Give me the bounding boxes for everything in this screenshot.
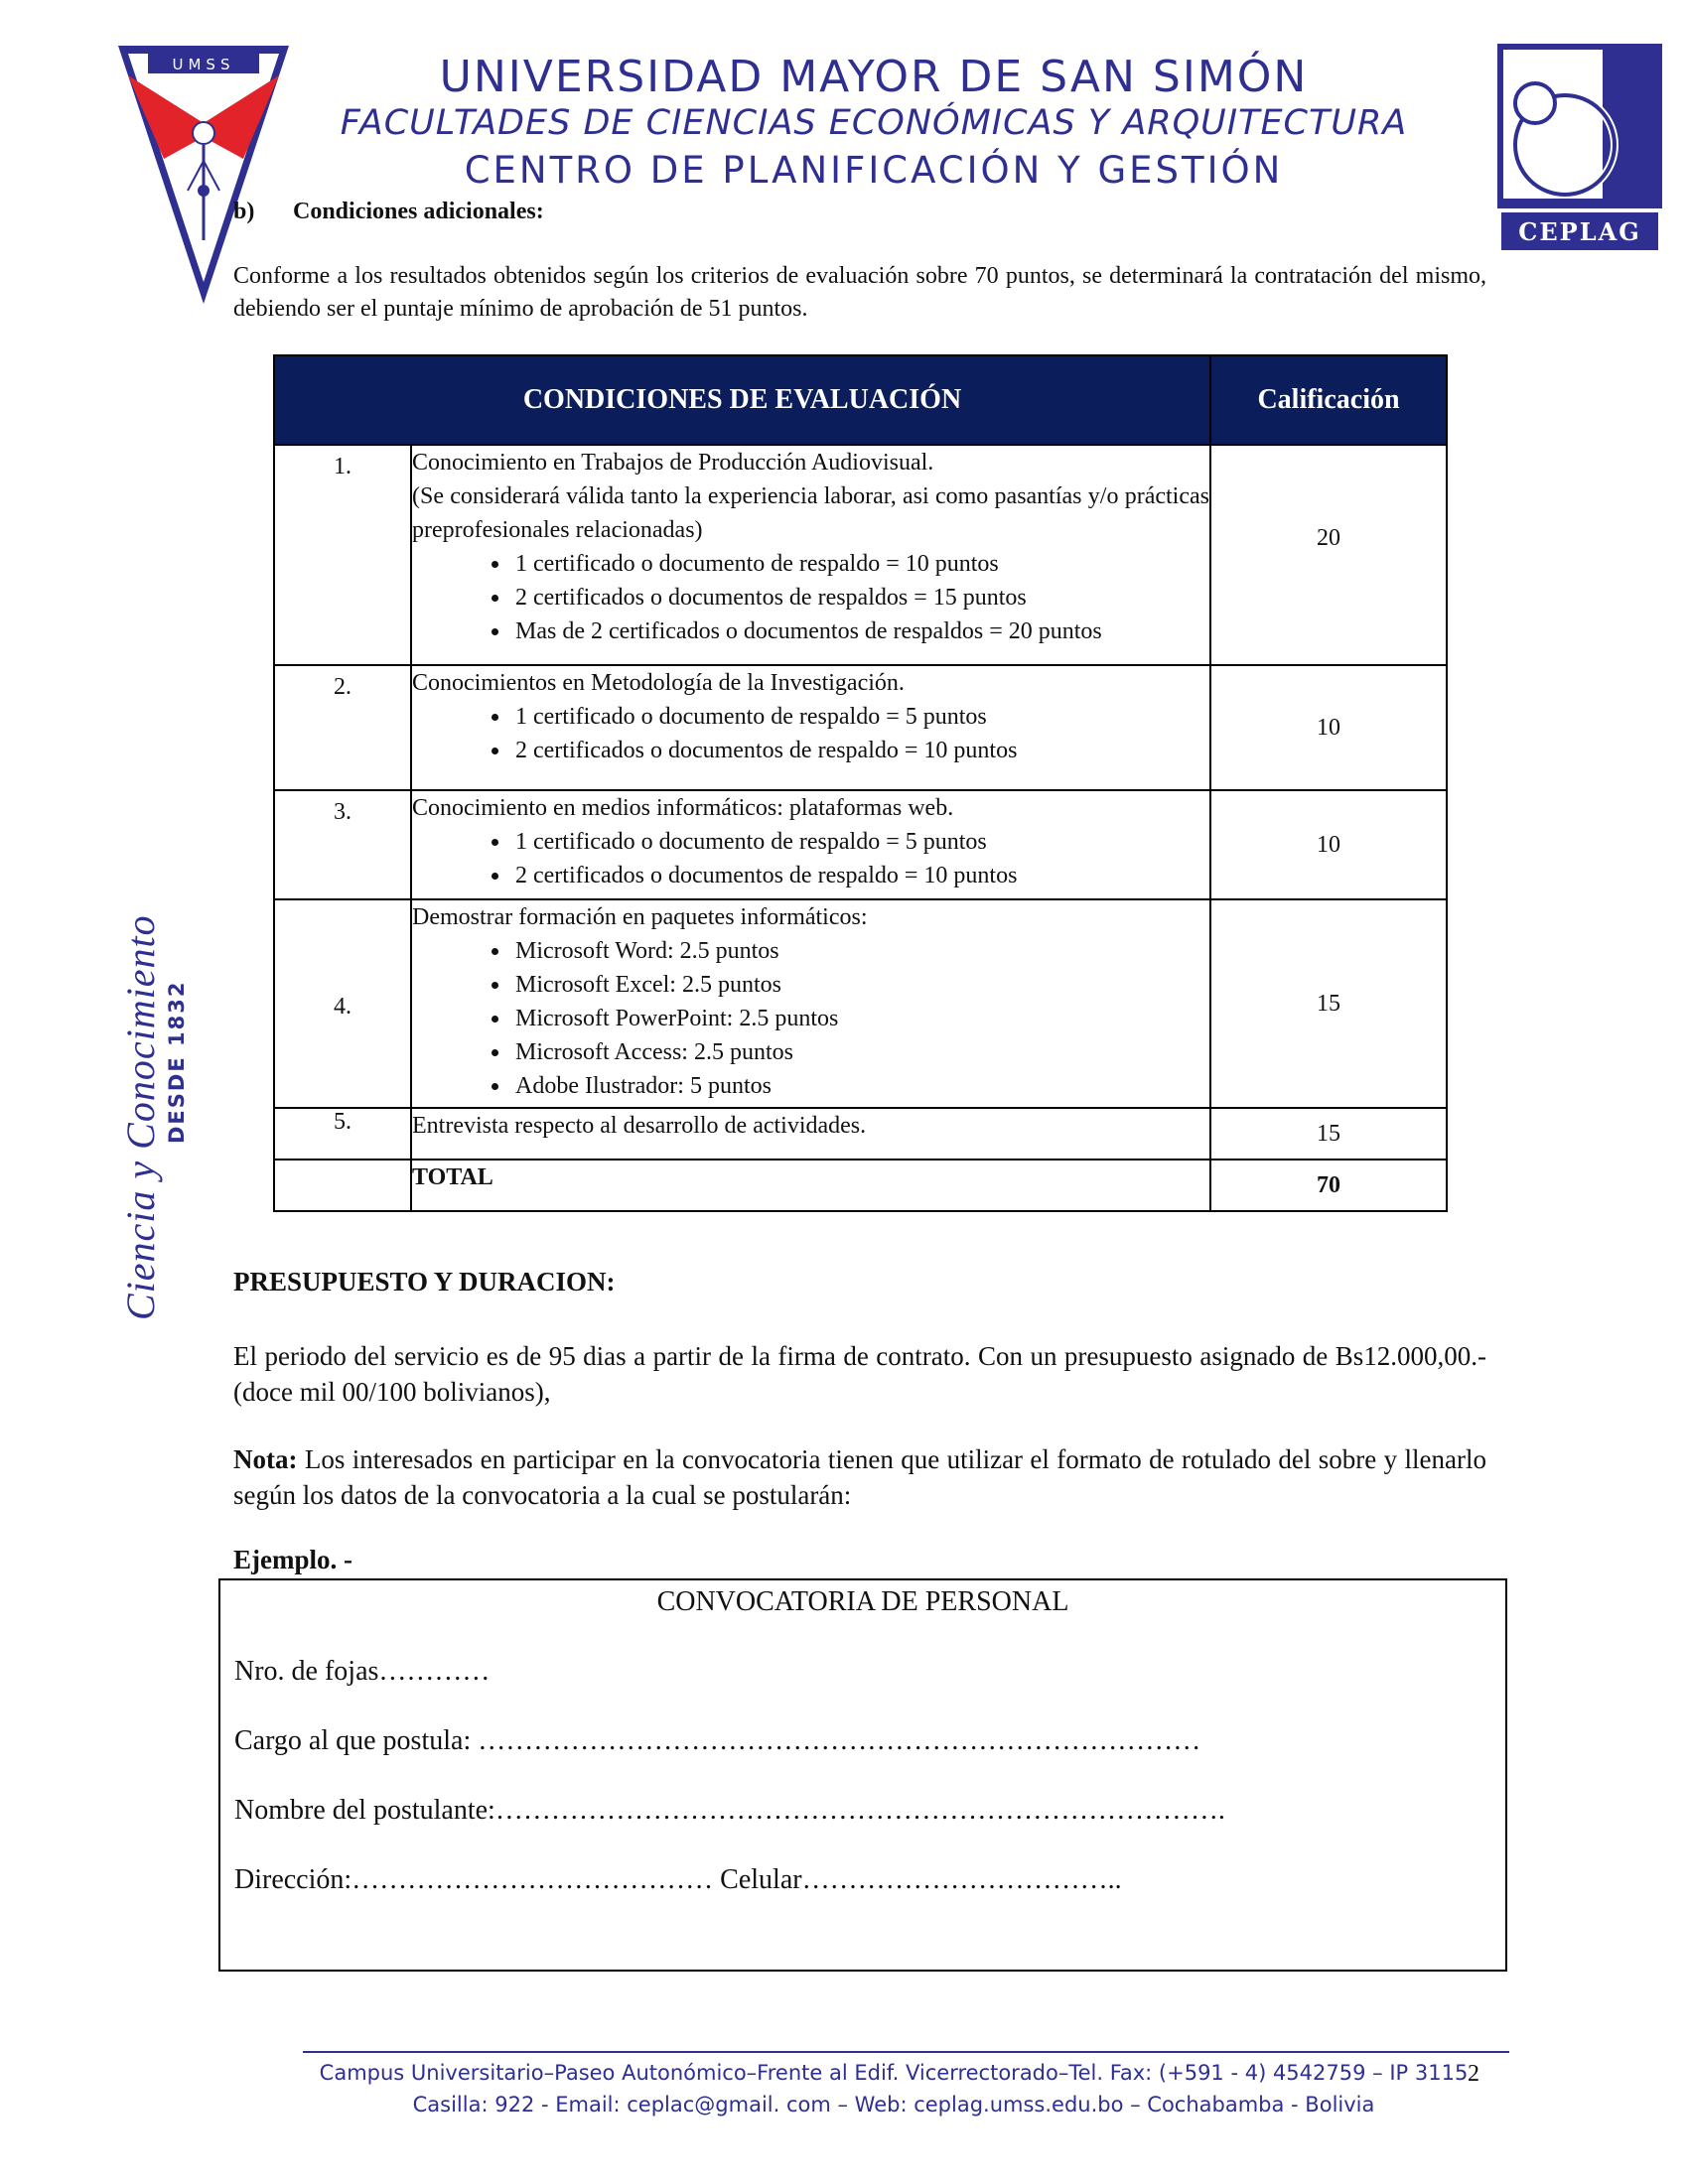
applicant-name-line: Nombre del postulante:…………………………………………………………………….: [234, 1795, 1225, 1826]
ceplag-logo-text: CEPLAG: [1518, 217, 1641, 246]
total-label: TOTAL: [411, 1160, 1210, 1211]
section-b-paragraph: Conforme a los resultados obtenidos según los criterios de evaluación sobre 70 puntos, se determinará la contratación del mismo, debiendo ser el puntaje mínimo de aprobación de 51 puntos.: [233, 263, 1486, 322]
list-item: • 2 certificados o documentos de respaldo = 10 puntos: [511, 734, 1209, 767]
university-name: UNIVERSIDAD MAYOR DE SAN SIMÓN: [439, 52, 1309, 102]
evaluation-table: [273, 354, 1448, 1212]
table-row: [274, 665, 1447, 790]
table-header-row: [274, 355, 1447, 445]
row-title: Demostrar formación en paquetes informáticos:: [412, 904, 868, 930]
side-motto: Ciencia y Conocimiento: [118, 914, 163, 1320]
table-row: [274, 899, 1447, 1108]
criteria-list: [412, 825, 1209, 892]
note-label: Nota:: [233, 1444, 298, 1474]
budget-title: PRESUPUESTO Y DURACION:: [233, 1267, 616, 1297]
example-label: Ejemplo. -: [233, 1545, 352, 1574]
list-item: • Mas de 2 certificados o documentos de respaldos = 20 puntos: [511, 614, 1209, 648]
row-number: 1.: [274, 445, 411, 665]
criteria-list: [412, 547, 1209, 648]
footer-address: Campus Universitario–Paseo Autonómico–Frente al Edif. Vicerrectorado–Tel. Fax: (+591 - 4) 4542759 – IP 3115: [319, 2061, 1469, 2085]
row-number: 4.: [274, 899, 411, 1108]
row-title: Entrevista respecto al desarrollo de actividades.: [412, 1113, 867, 1139]
total-value: 70: [1210, 1160, 1447, 1211]
header-score: Calificación: [1210, 355, 1447, 445]
ceplag-logo: [1497, 44, 1662, 254]
row-description: [411, 899, 1210, 1108]
criteria-list: [412, 934, 1209, 1103]
total-row: [274, 1160, 1447, 1211]
table-row: [274, 790, 1447, 899]
list-item: • Microsoft Excel: 2.5 puntos: [511, 968, 1209, 1002]
note-text: Los interesados en participar en la convocatoria tienen que utilizar el formato de rotulado del sobre y llenarlo según los datos de la convocatoria a la cual se postularán:: [233, 1444, 1486, 1510]
row-description: [411, 1108, 1210, 1160]
row-description: [411, 445, 1210, 665]
faculties-name: FACULTADES DE CIENCIAS ECONÓMICAS Y ARQUITECTURA: [340, 103, 1408, 143]
row-description: [411, 665, 1210, 790]
position-line: Cargo al que postula: ……………………………………………………………………: [234, 1725, 1201, 1756]
row-title: Conocimiento en Trabajos de Producción Audiovisual.: [412, 450, 934, 476]
row-number: 5.: [274, 1108, 411, 1160]
folio-count-line: Nro. de fojas…………: [234, 1656, 491, 1687]
row-number: 2.: [274, 665, 411, 790]
note-paragraph: [233, 1441, 1486, 1513]
total-empty-cell: [274, 1160, 411, 1211]
list-item: • 1 certificado o documento de respaldo = 10 puntos: [511, 547, 1209, 581]
example-envelope-box: [218, 1578, 1507, 1972]
row-title: Conocimiento en medios informáticos: plataformas web.: [412, 795, 954, 821]
address-phone-line: Dirección:………………………………… Celular……………………………..: [234, 1864, 1122, 1895]
page-number: 2: [1468, 2061, 1479, 2087]
criteria-list: [412, 700, 1209, 767]
center-name: CENTRO DE PLANIFICACIÓN Y GESTIÓN: [464, 149, 1284, 192]
row-score: 15: [1210, 1108, 1447, 1160]
row-score: 15: [1210, 899, 1447, 1108]
side-since: DESDE 1832: [165, 980, 189, 1144]
row-score: 10: [1210, 665, 1447, 790]
row-note: (Se considerará válida tanto la experiencia laborar, asi como pasantías y/o prácticas preprofesionales relacionadas): [412, 483, 1209, 543]
section-b-heading: [233, 199, 544, 225]
row-score: 20: [1210, 445, 1447, 665]
footer-contact: Casilla: 922 - Email: ceplac@gmail. com – Web: ceplag.umss.edu.bo – Cochabamba - Bolivia: [412, 2093, 1375, 2116]
section-b-title: Condiciones adicionales:: [293, 199, 544, 224]
header-conditions: CONDICIONES DE EVALUACIÓN: [274, 355, 1210, 445]
list-item: • 2 certificados o documentos de respaldos = 15 puntos: [511, 581, 1209, 614]
row-number: 3.: [274, 790, 411, 899]
example-title: CONVOCATORIA DE PERSONAL: [656, 1586, 1069, 1617]
row-score: 10: [1210, 790, 1447, 899]
list-item: • Microsoft PowerPoint: 2.5 puntos: [511, 1002, 1209, 1035]
list-item: • 1 certificado o documento de respaldo = 5 puntos: [511, 700, 1209, 734]
table-row: [274, 1108, 1447, 1160]
section-b-label: b): [233, 199, 255, 224]
row-description: [411, 790, 1210, 899]
umss-logo-text: UMSS: [172, 56, 235, 73]
list-item: • 1 certificado o documento de respaldo = 5 puntos: [511, 825, 1209, 859]
table-row: [274, 445, 1447, 665]
footer-divider: [303, 2051, 1509, 2053]
list-item: • Microsoft Word: 2.5 puntos: [511, 934, 1209, 968]
list-item: • 2 certificados o documentos de respaldo = 10 puntos: [511, 859, 1209, 892]
list-item: • Adobe Ilustrador: 5 puntos: [511, 1069, 1209, 1103]
row-title: Conocimientos en Metodología de la Investigación.: [412, 670, 905, 696]
list-item: • Microsoft Access: 2.5 puntos: [511, 1035, 1209, 1069]
budget-paragraph: El periodo del servicio es de 95 dias a partir de la firma de contrato. Con un presupuesto asignado de Bs12.000,00.- (doce mil 00/100 bolivianos),: [233, 1341, 1486, 1407]
